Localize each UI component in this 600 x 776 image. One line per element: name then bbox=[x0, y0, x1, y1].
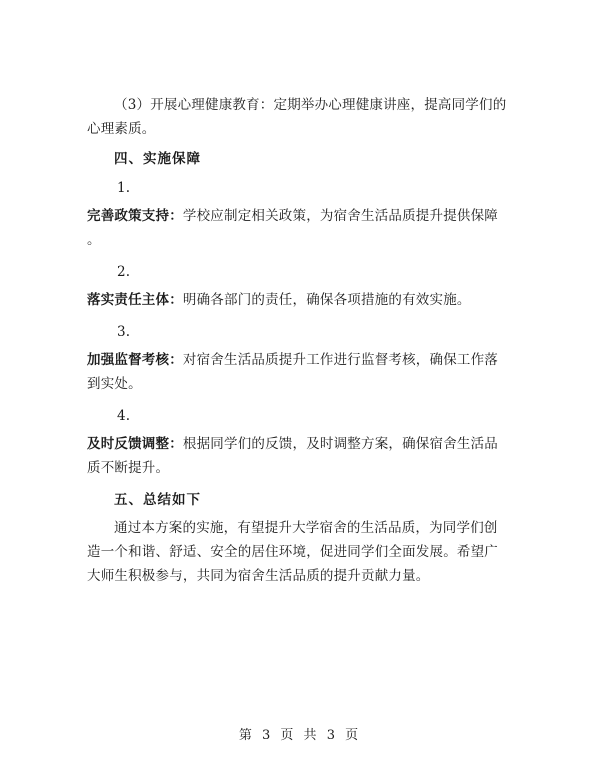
item-lead: 落实责任主体： bbox=[87, 292, 183, 308]
item-text-line-2: 质不断提升。 bbox=[87, 460, 170, 476]
guarantee-item-2 bbox=[87, 260, 513, 312]
item-text-line-2: 到实处。 bbox=[87, 376, 142, 392]
item-number: 1. bbox=[117, 180, 131, 196]
item-number: 3. bbox=[117, 324, 131, 340]
item-text-line-1 bbox=[87, 204, 513, 228]
item-number: 2. bbox=[117, 264, 131, 280]
item-number: 4. bbox=[117, 408, 131, 424]
item-lead: 加强监督考核： bbox=[87, 352, 183, 368]
guarantee-item-3 bbox=[87, 320, 513, 396]
item-text-line-1 bbox=[87, 288, 513, 312]
item-text-line-1 bbox=[87, 348, 513, 372]
paragraph-3-line-2: 心理素质。 bbox=[87, 121, 156, 137]
section-4-heading: 四、实施保障 bbox=[114, 151, 201, 167]
item-body: 学校应制定相关政策，为宿舍生活品质提升提供保障 bbox=[182, 208, 499, 224]
item-body: 对宿舍生活品质提升工作进行监督考核，确保工作落 bbox=[182, 352, 499, 368]
guarantee-item-1 bbox=[87, 176, 513, 252]
item-text-line-1 bbox=[87, 432, 513, 456]
summary-line-3: 大师生积极参与，共同为宿舍生活品质的提升贡献力量。 bbox=[87, 568, 430, 584]
item-lead: 完善政策支持： bbox=[87, 208, 183, 224]
summary-line-1: 通过本方案的实施，有望提升大学宿舍的生活品质，为同学们创 bbox=[114, 520, 498, 536]
item-body: 明确各部门的责任，确保各项措施的有效实施。 bbox=[182, 292, 471, 308]
document-body bbox=[87, 93, 513, 588]
section-5-heading: 五、总结如下 bbox=[114, 492, 201, 508]
guarantee-item-4 bbox=[87, 404, 513, 480]
page-number-footer: 第 3 页 共 3 页 bbox=[238, 728, 362, 743]
item-text-line-2: 。 bbox=[87, 232, 101, 248]
paragraph-3-line-1: （3）开展心理健康教育：定期举办心理健康讲座，提高同学们的 bbox=[114, 97, 507, 113]
item-body: 根据同学们的反馈，及时调整方案，确保宿舍生活品 bbox=[182, 436, 499, 452]
summary-line-2: 造一个和谐、舒适、安全的居住环境，促进同学们全面发展。希望广 bbox=[87, 544, 498, 560]
item-lead: 及时反馈调整： bbox=[87, 436, 183, 452]
